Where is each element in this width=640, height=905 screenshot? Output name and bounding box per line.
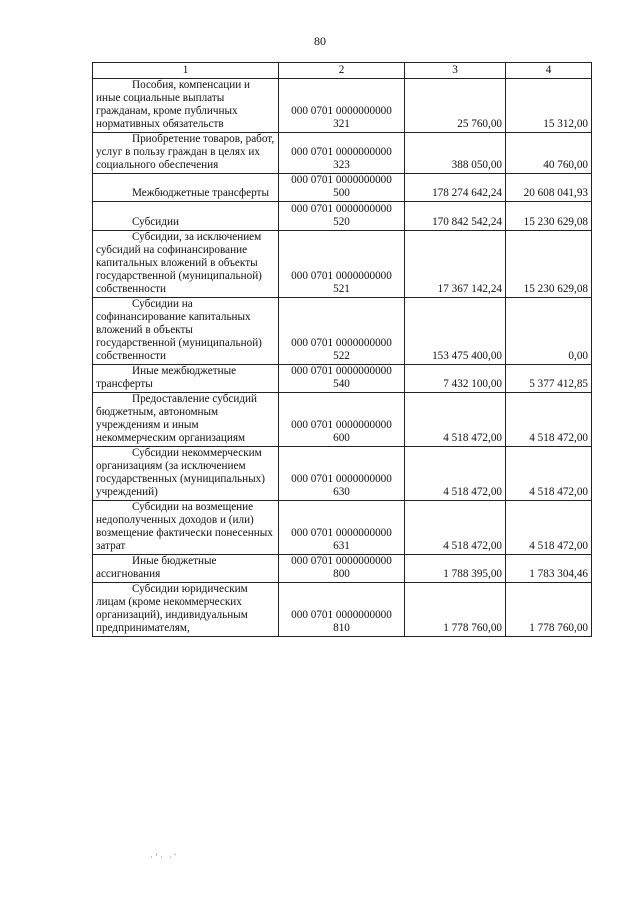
table-row bbox=[93, 393, 592, 447]
row-value-col3: 1 778 760,00 bbox=[405, 583, 506, 637]
row-name: Иные межбюджетные трансферты bbox=[93, 365, 279, 393]
row-name: Межбюджетные трансферты bbox=[93, 174, 279, 202]
table-row bbox=[93, 298, 592, 365]
row-code: 000 0701 0000000000 500 bbox=[279, 174, 405, 202]
row-code: 000 0701 0000000000 521 bbox=[279, 231, 405, 298]
table-row bbox=[93, 79, 592, 133]
row-value-col4: 4 518 472,00 bbox=[506, 447, 592, 501]
row-value-col4: 0,00 bbox=[506, 298, 592, 365]
row-code: 000 0701 0000000000 522 bbox=[279, 298, 405, 365]
row-value-col4: 15 230 629,08 bbox=[506, 202, 592, 231]
header-cell: 2 bbox=[279, 63, 405, 79]
row-code: 000 0701 0000000000 600 bbox=[279, 393, 405, 447]
scan-marks: ·ʼ· ·′ bbox=[150, 852, 179, 862]
row-value-col3: 1 788 395,00 bbox=[405, 555, 506, 583]
row-name: Пособия, компенсации и иные социальные выплаты гражданам, кроме публичных нормативных обязательств bbox=[93, 79, 279, 133]
row-code: 000 0701 0000000000 323 bbox=[279, 133, 405, 174]
row-value-col4: 4 518 472,00 bbox=[506, 393, 592, 447]
row-value-col3: 17 367 142,24 bbox=[405, 231, 506, 298]
row-value-col3: 388 050,00 bbox=[405, 133, 506, 174]
row-value-col3: 153 475 400,00 bbox=[405, 298, 506, 365]
row-name: Субсидии на возмещение недополученных доходов и (или) возмещение фактически понесенных затрат bbox=[93, 501, 279, 555]
row-code: 000 0701 0000000000 630 bbox=[279, 447, 405, 501]
row-value-col4: 40 760,00 bbox=[506, 133, 592, 174]
table-row bbox=[93, 133, 592, 174]
row-code: 000 0701 0000000000 800 bbox=[279, 555, 405, 583]
row-value-col4: 5 377 412,85 bbox=[506, 365, 592, 393]
row-name: Субсидии bbox=[93, 202, 279, 231]
table-row bbox=[93, 447, 592, 501]
row-value-col4: 20 608 041,93 bbox=[506, 174, 592, 202]
row-value-col3: 7 432 100,00 bbox=[405, 365, 506, 393]
table-row bbox=[93, 365, 592, 393]
row-name: Субсидии на софинансирование капитальных вложений в объекты государственной (муниципальной) собственности bbox=[93, 298, 279, 365]
header-row bbox=[93, 63, 592, 79]
row-value-col4: 1 778 760,00 bbox=[506, 583, 592, 637]
row-code: 000 0701 0000000000 520 bbox=[279, 202, 405, 231]
row-value-col4: 15 312,00 bbox=[506, 79, 592, 133]
row-name: Предоставление субсидий бюджетным, автономным учреждениям и иным некоммерческим организациям bbox=[93, 393, 279, 447]
table-row bbox=[93, 174, 592, 202]
row-code: 000 0701 0000000000 540 bbox=[279, 365, 405, 393]
row-value-col3: 4 518 472,00 bbox=[405, 447, 506, 501]
header-cell: 1 bbox=[93, 63, 279, 79]
table-row bbox=[93, 202, 592, 231]
table-row bbox=[93, 583, 592, 637]
row-value-col3: 25 760,00 bbox=[405, 79, 506, 133]
row-value-col4: 4 518 472,00 bbox=[506, 501, 592, 555]
row-value-col4: 15 230 629,08 bbox=[506, 231, 592, 298]
row-value-col3: 170 842 542,24 bbox=[405, 202, 506, 231]
table-row bbox=[93, 501, 592, 555]
row-value-col3: 4 518 472,00 bbox=[405, 393, 506, 447]
header-cell: 4 bbox=[506, 63, 592, 79]
row-code: 000 0701 0000000000 810 bbox=[279, 583, 405, 637]
row-name: Субсидии, за исключением субсидий на софинансирование капитальных вложений в объекты государственной (муниципальной) собственности bbox=[93, 231, 279, 298]
row-value-col3: 4 518 472,00 bbox=[405, 501, 506, 555]
row-code: 000 0701 0000000000 321 bbox=[279, 79, 405, 133]
row-value-col4: 1 783 304,46 bbox=[506, 555, 592, 583]
table-row bbox=[93, 555, 592, 583]
header-cell: 3 bbox=[405, 63, 506, 79]
budget-table bbox=[92, 62, 592, 637]
page-number: 80 bbox=[314, 34, 326, 48]
row-name: Субсидии юридическим лицам (кроме некоммерческих организаций), индивидуальным предпринимателям, bbox=[93, 583, 279, 637]
row-name: Субсидии некоммерческим организациям (за исключением государственных (муниципальных) учреждений) bbox=[93, 447, 279, 501]
row-code: 000 0701 0000000000 631 bbox=[279, 501, 405, 555]
row-name: Иные бюджетные ассигнования bbox=[93, 555, 279, 583]
row-value-col3: 178 274 642,24 bbox=[405, 174, 506, 202]
table-row bbox=[93, 231, 592, 298]
row-name: Приобретение товаров, работ, услуг в пользу граждан в целях их социального обеспечения bbox=[93, 133, 279, 174]
